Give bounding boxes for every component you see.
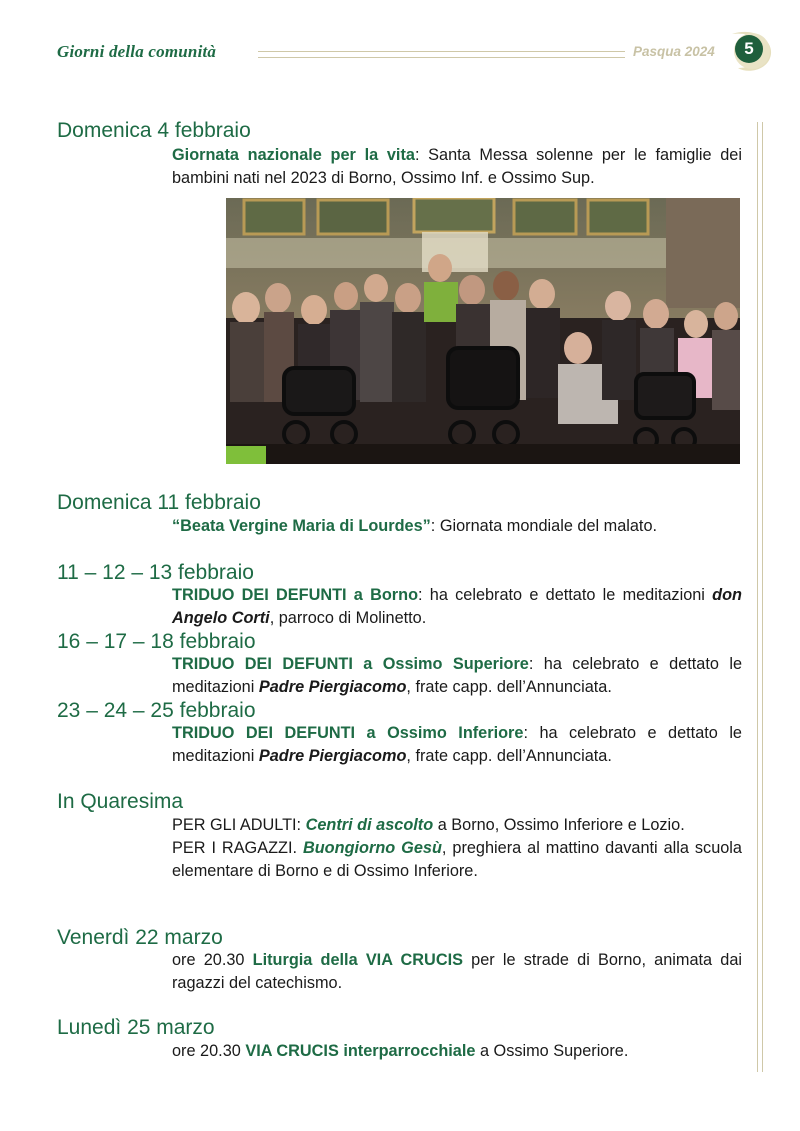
celebrant-name: Padre Piergiacomo	[258, 747, 407, 765]
event-text: , frate capp. dell’Annunciata.	[406, 678, 612, 696]
page-number: 5	[735, 35, 763, 63]
event-text: : Giornata mondiale del malato.	[430, 517, 658, 535]
event-highlight: Giornata nazionale per la vita	[172, 146, 415, 164]
event-highlight: TRIDUO DEI DEFUNTI a Ossimo Inferiore	[172, 724, 524, 742]
event-text: : Santa Messa solenne per le famiglie dei bambini nati nel 2023 di Borno, Ossimo Inf. e Ossimo Sup.	[172, 146, 742, 187]
event-date: 16 – 17 – 18 febbraio	[57, 630, 256, 653]
event-date: Domenica 11 febbraio	[57, 491, 261, 514]
section-title: Giorni della comunità	[57, 42, 217, 61]
event-text: , preghiera al mattino davanti alla scuola elementare di Borno e di Ossimo Inferiore.	[172, 839, 742, 880]
event-highlight: Buongiorno Gesù	[302, 839, 442, 857]
event-text: a Borno, Ossimo Inferiore e Lozio.	[433, 816, 685, 834]
event-text: : ha celebrato e dettato le meditazioni	[172, 655, 742, 696]
audience-label: PER GLI ADULTI:	[172, 816, 306, 834]
event-text: : ha celebrato e dettato le meditazioni	[172, 724, 742, 765]
celebrant-name: don Angelo Corti	[172, 586, 743, 627]
event-highlight: VIA CRUCIS interparrocchiale	[245, 1042, 476, 1060]
event-highlight: Centri di ascolto	[305, 816, 434, 834]
event-date: Venerdì 22 marzo	[57, 926, 223, 949]
event-description	[172, 515, 742, 538]
event-description	[172, 653, 742, 699]
event-time: ore 20.30	[172, 1042, 246, 1060]
header-divider	[258, 51, 625, 58]
event-description	[172, 584, 742, 630]
event-text: , parroco di Molinetto.	[269, 609, 427, 627]
event-text: : ha celebrato e dettato le meditazioni	[418, 586, 713, 604]
event-text: a Ossimo Superiore.	[475, 1042, 629, 1060]
event-description	[172, 949, 742, 995]
side-divider	[757, 122, 763, 1072]
edition-label: Pasqua 2024	[633, 44, 715, 59]
event-description	[172, 814, 742, 883]
event-date: Lunedì 25 marzo	[57, 1016, 215, 1039]
event-highlight: Liturgia della VIA CRUCIS	[252, 951, 463, 969]
event-text: per le strade di Borno, animata dai ragazzi del catechismo.	[172, 951, 742, 992]
event-time: ore 20.30	[172, 951, 253, 969]
event-highlight: TRIDUO DEI DEFUNTI a Ossimo Superiore	[172, 655, 529, 673]
event-description	[172, 722, 742, 768]
event-description	[172, 144, 742, 190]
event-date: 11 – 12 – 13 febbraio	[57, 561, 254, 584]
event-highlight: TRIDUO DEI DEFUNTI a Borno	[172, 586, 419, 604]
event-description	[172, 1040, 742, 1063]
community-group-photo	[226, 198, 740, 464]
event-highlight: “Beata Vergine Maria di Lourdes”	[172, 517, 431, 535]
audience-label: PER I RAGAZZI.	[172, 839, 303, 857]
event-date: Domenica 4 febbraio	[57, 119, 251, 142]
event-date: 23 – 24 – 25 febbraio	[57, 699, 256, 722]
celebrant-name: Padre Piergiacomo	[258, 678, 407, 696]
event-text: , frate capp. dell’Annunciata.	[406, 747, 612, 765]
event-date: In Quaresima	[57, 790, 184, 813]
